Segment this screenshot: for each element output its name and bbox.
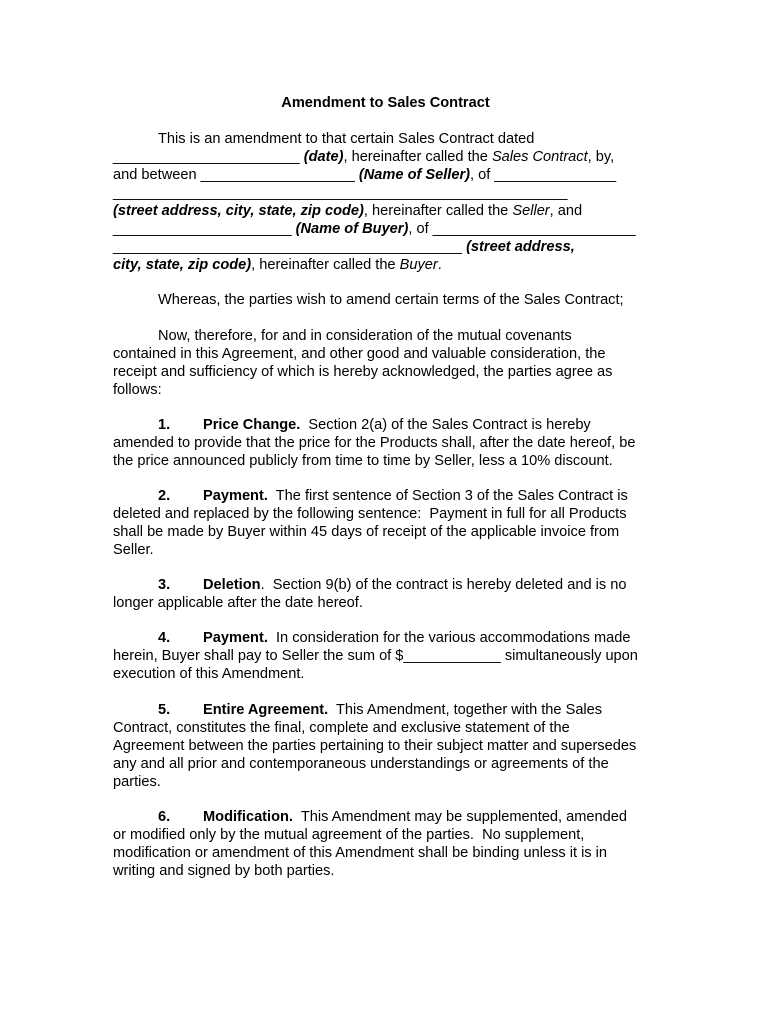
seller-name-blank: and between ___________________ bbox=[113, 167, 359, 183]
buyer-address-label: (street address, bbox=[466, 239, 575, 255]
section-heading: Entire Agreement. bbox=[203, 702, 329, 718]
section-heading: Payment. bbox=[203, 630, 268, 646]
section-number: 1. bbox=[158, 417, 171, 433]
section-number: 2. bbox=[158, 488, 171, 504]
date-blank: _______________________ bbox=[113, 149, 304, 165]
section-heading: Modification. bbox=[203, 809, 293, 825]
intro-line-1: This is an amendment to that certain Sales Contract dated bbox=[158, 131, 535, 147]
section-number: 3. bbox=[158, 577, 171, 593]
section-number: 5. bbox=[158, 702, 171, 718]
section-heading: Payment. bbox=[203, 488, 268, 504]
seller-address-label: (street address, city, state, zip code) bbox=[113, 203, 364, 219]
date-label: (date) bbox=[303, 149, 344, 165]
buyer-address-blank: ___________________________________________ bbox=[113, 239, 467, 255]
sales-contract-term: Sales Contract bbox=[491, 149, 588, 165]
section-heading: Deletion bbox=[203, 577, 261, 593]
buyer-address-label-cont: city, state, zip code) bbox=[113, 257, 252, 273]
buyer-name-label: (Name of Buyer) bbox=[295, 221, 409, 237]
whereas-clause: Whereas, the parties wish to amend certain terms of the Sales Contract; bbox=[158, 292, 624, 308]
section-number: 6. bbox=[158, 809, 171, 825]
document-title: Amendment to Sales Contract bbox=[281, 95, 490, 111]
seller-term: Seller bbox=[512, 203, 550, 219]
section-number: 4. bbox=[158, 630, 171, 646]
seller-address-blank: ________________________________________________________ bbox=[113, 185, 568, 201]
buyer-term: Buyer bbox=[399, 257, 438, 273]
buyer-name-blank: ______________________ bbox=[113, 221, 296, 237]
seller-name-label: (Name of Seller) bbox=[358, 167, 471, 183]
section-heading: Price Change. bbox=[203, 417, 301, 433]
